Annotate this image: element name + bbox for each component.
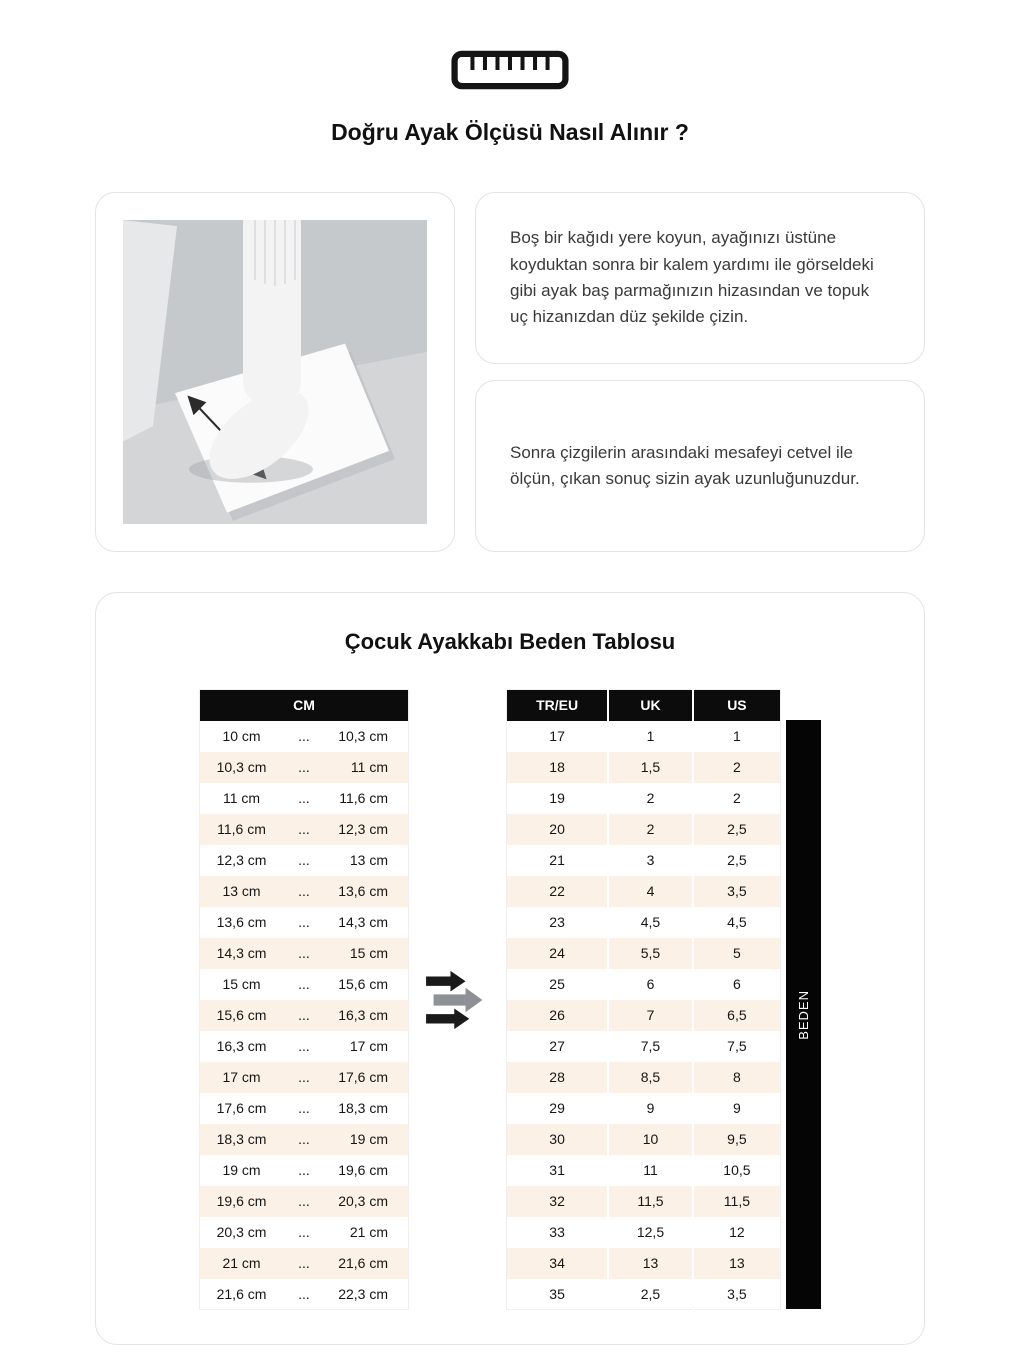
us-cell: 6 (693, 969, 781, 1000)
range-separator: ... (283, 907, 325, 938)
foot-measure-photo (123, 220, 427, 524)
uk-cell: 9 (608, 1093, 693, 1124)
transfer-arrows-icon (409, 969, 506, 1031)
cm-from-cell: 19 cm (200, 1155, 284, 1186)
size-row (507, 1093, 781, 1124)
cm-to-cell: 14,3 cm (325, 907, 409, 938)
cm-from-cell: 21 cm (200, 1248, 284, 1279)
uk-cell: 1 (608, 721, 693, 752)
tr-eu-cell: 29 (507, 1093, 609, 1124)
size-row (507, 1062, 781, 1093)
size-row (507, 1155, 781, 1186)
range-separator: ... (283, 969, 325, 1000)
uk-cell: 11 (608, 1155, 693, 1186)
size-row (507, 907, 781, 938)
cm-to-cell: 20,3 cm (325, 1186, 409, 1217)
uk-cell: 5,5 (608, 938, 693, 969)
cm-row (200, 1248, 409, 1279)
uk-cell: 2 (608, 783, 693, 814)
tr-eu-cell: 23 (507, 907, 609, 938)
tr-eu-cell: 33 (507, 1217, 609, 1248)
us-cell: 5 (693, 938, 781, 969)
uk-cell: 1,5 (608, 752, 693, 783)
cm-table-header: CM (200, 690, 409, 721)
uk-cell: 7 (608, 1000, 693, 1031)
cm-from-cell: 16,3 cm (200, 1031, 284, 1062)
uk-cell: 6 (608, 969, 693, 1000)
instruction-cards (475, 192, 925, 552)
cm-to-cell: 22,3 cm (325, 1279, 409, 1310)
instruction-text-2: Sonra çizgilerin arasındaki mesafeyi cetvel ile ölçün, çıkan sonuç sizin ayak uzunluğunuzdur. (510, 442, 860, 488)
cm-from-cell: 11,6 cm (200, 814, 284, 845)
range-separator: ... (283, 1062, 325, 1093)
cm-to-cell: 15 cm (325, 938, 409, 969)
size-row (507, 876, 781, 907)
cm-from-cell: 12,3 cm (200, 845, 284, 876)
uk-cell: 4,5 (608, 907, 693, 938)
cm-from-cell: 19,6 cm (200, 1186, 284, 1217)
cm-table (199, 689, 409, 1310)
us-cell: 9,5 (693, 1124, 781, 1155)
us-cell: 10,5 (693, 1155, 781, 1186)
us-cell: 2,5 (693, 845, 781, 876)
size-conversion-table (506, 689, 781, 1310)
tr-eu-cell: 30 (507, 1124, 609, 1155)
us-cell: 8 (693, 1062, 781, 1093)
tr-eu-cell: 34 (507, 1248, 609, 1279)
cm-to-cell: 21 cm (325, 1217, 409, 1248)
cm-to-cell: 13,6 cm (325, 876, 409, 907)
us-cell: 9 (693, 1093, 781, 1124)
size-table-card (95, 592, 925, 1345)
range-separator: ... (283, 1279, 325, 1310)
instruction-card-2 (475, 380, 925, 552)
range-separator: ... (283, 1000, 325, 1031)
tr-eu-cell: 35 (507, 1279, 609, 1310)
range-separator: ... (283, 814, 325, 845)
uk-cell: 13 (608, 1248, 693, 1279)
cm-to-cell: 13 cm (325, 845, 409, 876)
cm-from-cell: 20,3 cm (200, 1217, 284, 1248)
cm-row (200, 1155, 409, 1186)
size-row (507, 938, 781, 969)
instruction-card-1 (475, 192, 925, 364)
cm-from-cell: 14,3 cm (200, 938, 284, 969)
range-separator: ... (283, 876, 325, 907)
size-row (507, 1217, 781, 1248)
cm-to-cell: 19 cm (325, 1124, 409, 1155)
how-to-section (95, 192, 925, 552)
cm-to-cell: 16,3 cm (325, 1000, 409, 1031)
us-cell: 11,5 (693, 1186, 781, 1217)
us-cell: 4,5 (693, 907, 781, 938)
cm-from-cell: 13,6 cm (200, 907, 284, 938)
cm-from-cell: 11 cm (200, 783, 284, 814)
uk-cell: 7,5 (608, 1031, 693, 1062)
us-cell: 3,5 (693, 876, 781, 907)
us-cell: 6,5 (693, 1000, 781, 1031)
uk-cell: 4 (608, 876, 693, 907)
cm-from-cell: 13 cm (200, 876, 284, 907)
foot-measure-photo-card (95, 192, 455, 552)
tr-eu-cell: 22 (507, 876, 609, 907)
size-row (507, 1248, 781, 1279)
cm-to-cell: 21,6 cm (325, 1248, 409, 1279)
tr-eu-cell: 28 (507, 1062, 609, 1093)
size-table-title: Çocuk Ayakkabı Beden Tablosu (344, 629, 676, 654)
tr-eu-cell: 27 (507, 1031, 609, 1062)
cm-row (200, 907, 409, 938)
cm-row (200, 938, 409, 969)
ruler-icon (0, 50, 1020, 95)
tr-eu-cell: 32 (507, 1186, 609, 1217)
us-cell: 12 (693, 1217, 781, 1248)
cm-from-cell: 10 cm (200, 721, 284, 752)
us-cell: 13 (693, 1248, 781, 1279)
range-separator: ... (283, 1124, 325, 1155)
cm-to-cell: 10,3 cm (325, 721, 409, 752)
uk-cell: 2 (608, 814, 693, 845)
range-separator: ... (283, 1186, 325, 1217)
cm-from-cell: 17 cm (200, 1062, 284, 1093)
cm-from-cell: 17,6 cm (200, 1093, 284, 1124)
tr-eu-cell: 25 (507, 969, 609, 1000)
cm-to-cell: 17,6 cm (325, 1062, 409, 1093)
range-separator: ... (283, 1093, 325, 1124)
range-separator: ... (283, 1031, 325, 1062)
cm-row (200, 1031, 409, 1062)
cm-row (200, 969, 409, 1000)
range-separator: ... (283, 783, 325, 814)
cm-to-cell: 11 cm (325, 752, 409, 783)
cm-row (200, 1124, 409, 1155)
cm-row (200, 1186, 409, 1217)
cm-row (200, 1062, 409, 1093)
cm-row (200, 1000, 409, 1031)
uk-cell: 3 (608, 845, 693, 876)
cm-from-cell: 10,3 cm (200, 752, 284, 783)
us-cell: 1 (693, 721, 781, 752)
range-separator: ... (283, 1248, 325, 1279)
us-cell: 2 (693, 752, 781, 783)
beden-side-bar (786, 720, 821, 1309)
tr-eu-cell: 24 (507, 938, 609, 969)
cm-to-cell: 12,3 cm (325, 814, 409, 845)
uk-cell: 10 (608, 1124, 693, 1155)
range-separator: ... (283, 845, 325, 876)
cm-row (200, 845, 409, 876)
cm-row (200, 1217, 409, 1248)
uk-header: UK (608, 690, 693, 721)
cm-to-cell: 11,6 cm (325, 783, 409, 814)
uk-cell: 12,5 (608, 1217, 693, 1248)
cm-from-cell: 21,6 cm (200, 1279, 284, 1310)
tr-eu-cell: 31 (507, 1155, 609, 1186)
cm-to-cell: 15,6 cm (325, 969, 409, 1000)
range-separator: ... (283, 1155, 325, 1186)
size-row (507, 783, 781, 814)
us-header: US (693, 690, 781, 721)
cm-from-cell: 15 cm (200, 969, 284, 1000)
us-cell: 7,5 (693, 1031, 781, 1062)
tr-eu-cell: 18 (507, 752, 609, 783)
cm-row (200, 1279, 409, 1310)
cm-row (200, 752, 409, 783)
size-row (507, 721, 781, 752)
range-separator: ... (283, 938, 325, 969)
tr-eu-cell: 21 (507, 845, 609, 876)
tr-eu-cell: 17 (507, 721, 609, 752)
guide-header (0, 50, 1020, 146)
uk-cell: 2,5 (608, 1279, 693, 1310)
tr-eu-cell: 19 (507, 783, 609, 814)
cm-to-cell: 18,3 cm (325, 1093, 409, 1124)
us-cell: 2 (693, 783, 781, 814)
range-separator: ... (283, 721, 325, 752)
uk-cell: 11,5 (608, 1186, 693, 1217)
tr-eu-header: TR/EU (507, 690, 609, 721)
cm-row (200, 721, 409, 752)
cm-row (200, 1093, 409, 1124)
instruction-text-1: Boş bir kağıdı yere koyun, ayağınızı üstüne koyduktan sonra bir kalem yardımı ile görseldeki gibi ayak baş parmağınızın hizasından ve topuk uç hizanızdan düz şekilde çizin. (510, 228, 874, 327)
range-separator: ... (283, 1217, 325, 1248)
size-row (507, 1000, 781, 1031)
page-title: Doğru Ayak Ölçüsü Nasıl Alınır ? (331, 119, 689, 145)
size-row (507, 814, 781, 845)
tr-eu-cell: 26 (507, 1000, 609, 1031)
size-tables (96, 689, 924, 1310)
cm-row (200, 876, 409, 907)
cm-row (200, 783, 409, 814)
size-row (507, 1031, 781, 1062)
size-row (507, 1186, 781, 1217)
us-cell: 2,5 (693, 814, 781, 845)
size-row (507, 752, 781, 783)
us-cell: 3,5 (693, 1279, 781, 1310)
size-row (507, 845, 781, 876)
size-row (507, 1279, 781, 1310)
tr-eu-cell: 20 (507, 814, 609, 845)
uk-cell: 8,5 (608, 1062, 693, 1093)
beden-side-label: BEDEN (796, 989, 811, 1040)
cm-to-cell: 19,6 cm (325, 1155, 409, 1186)
cm-to-cell: 17 cm (325, 1031, 409, 1062)
cm-row (200, 814, 409, 845)
size-row (507, 969, 781, 1000)
range-separator: ... (283, 752, 325, 783)
size-row (507, 1124, 781, 1155)
cm-from-cell: 18,3 cm (200, 1124, 284, 1155)
cm-from-cell: 15,6 cm (200, 1000, 284, 1031)
